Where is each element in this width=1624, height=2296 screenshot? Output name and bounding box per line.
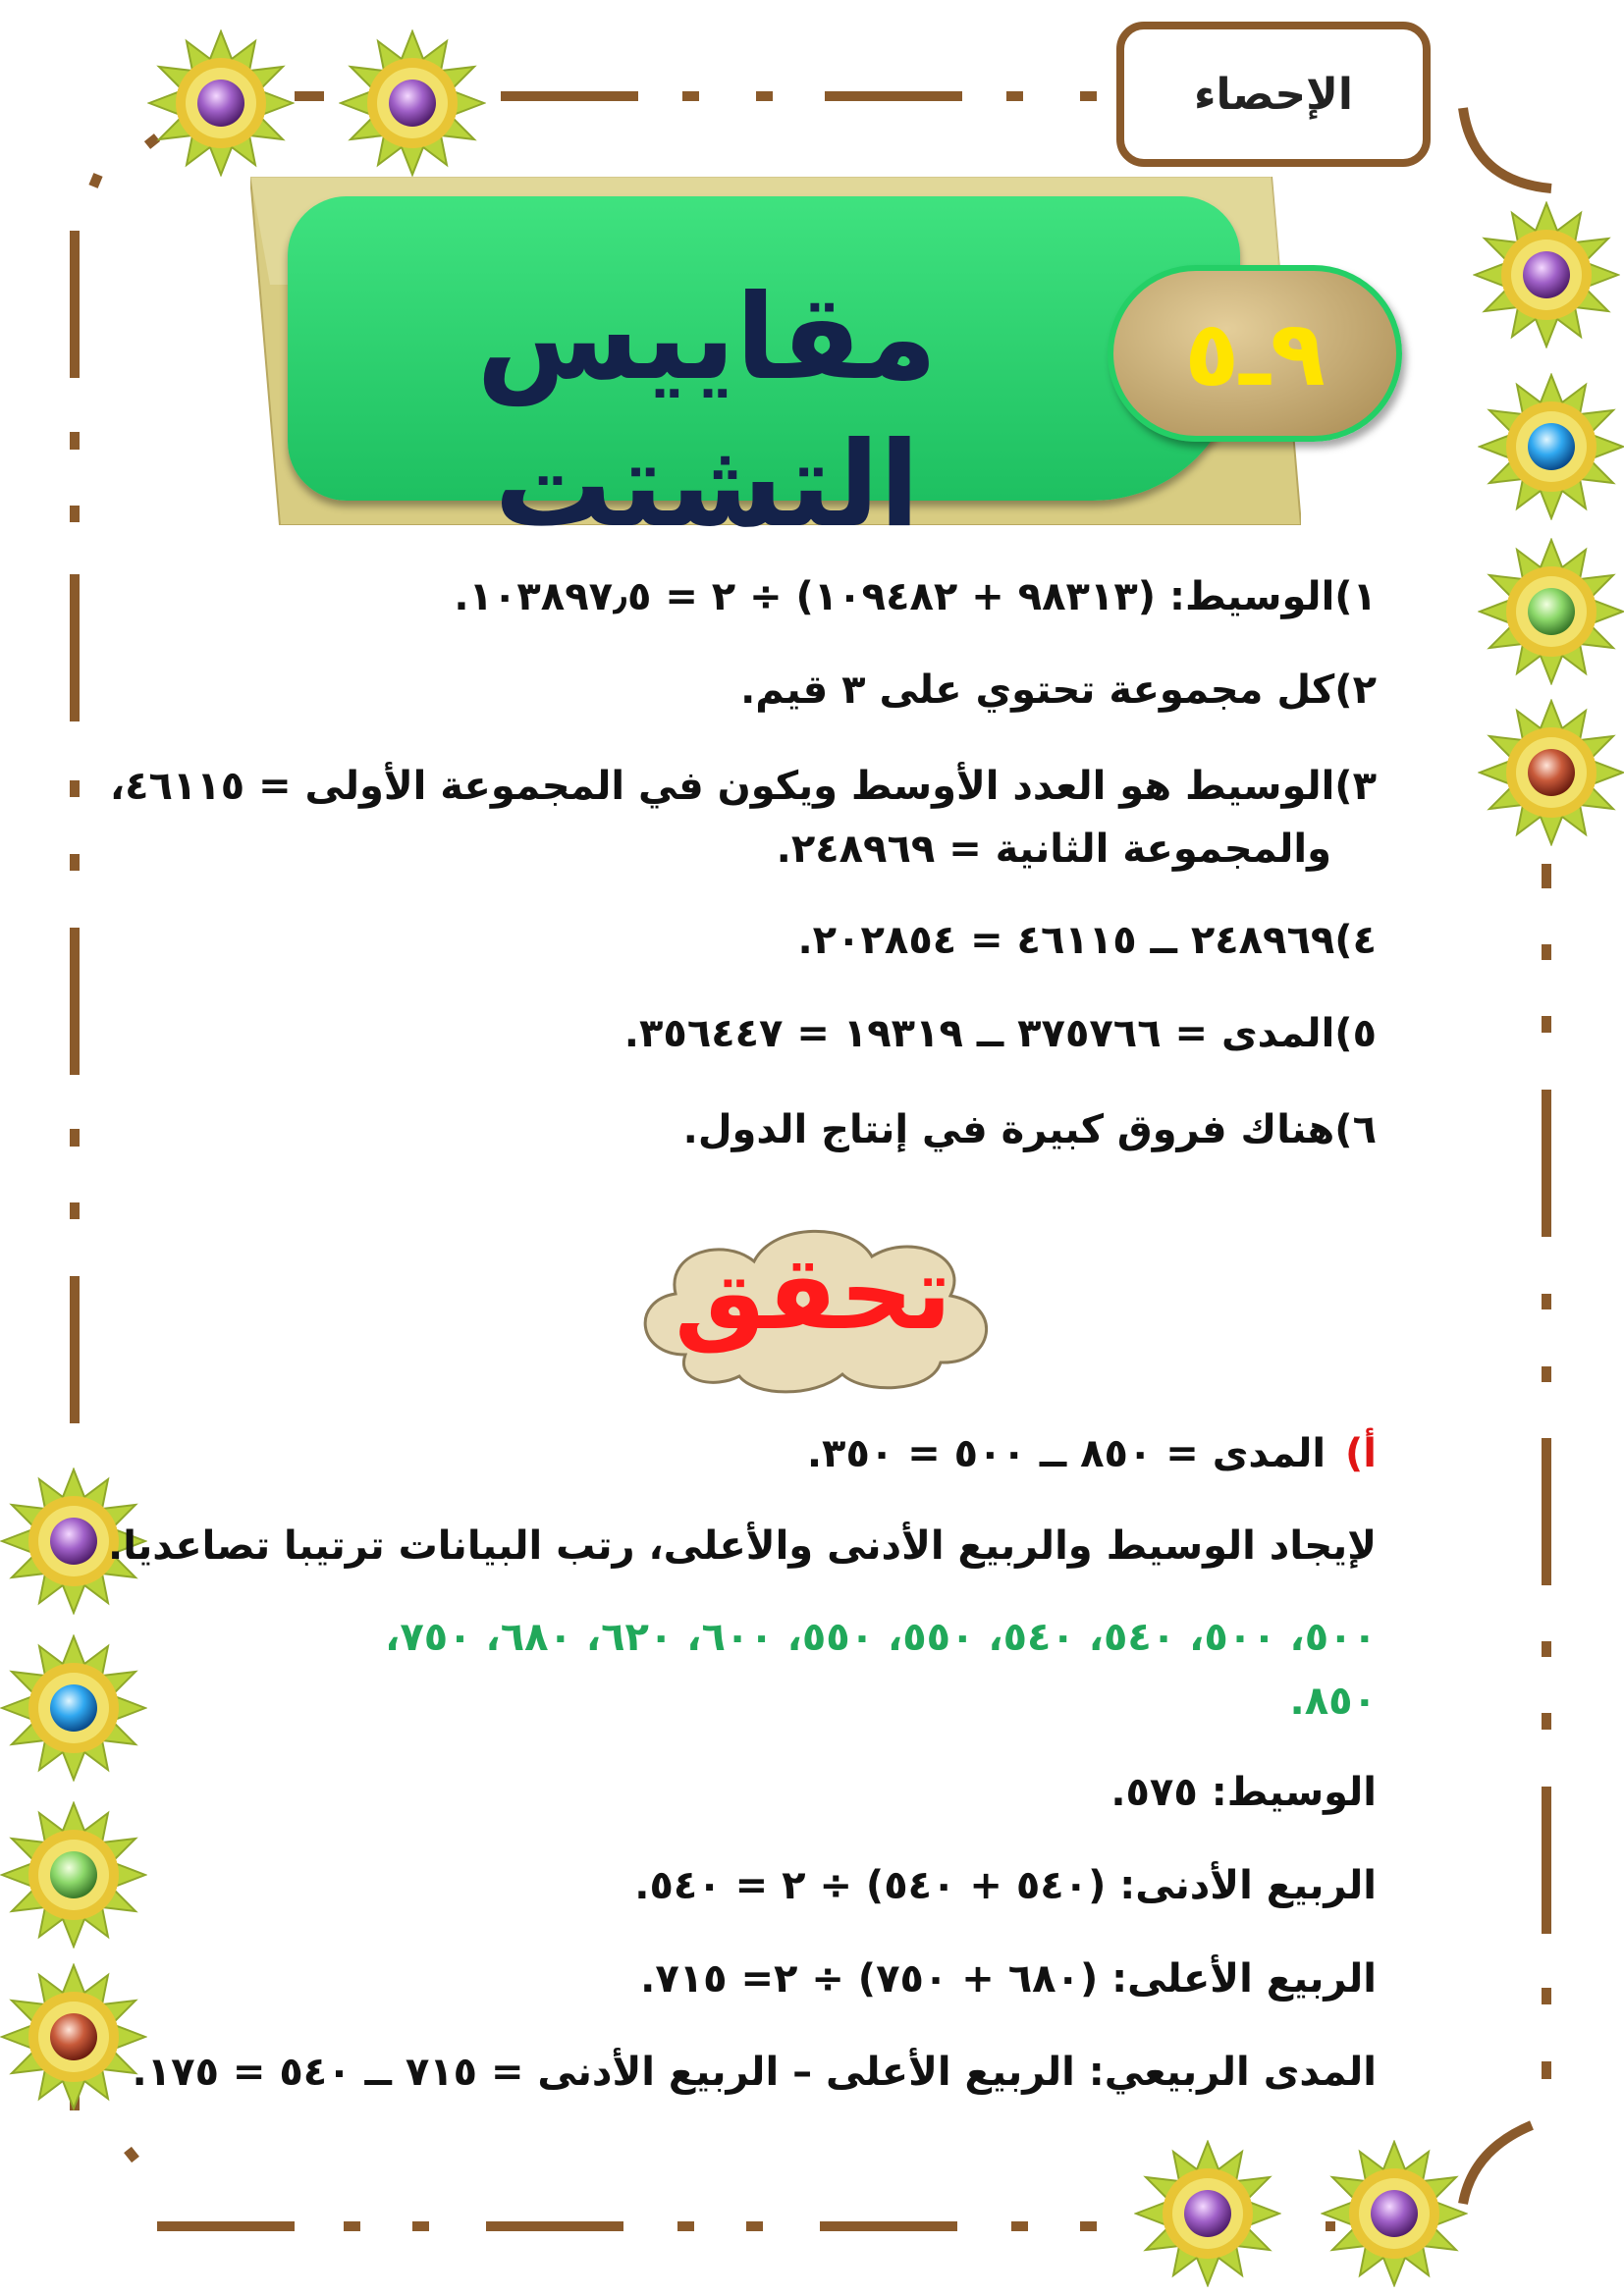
answer-item-3-continued [777,827,1331,872]
flower-green-icon [0,1801,147,1949]
answer-text: الوسيط: (٩٨٣١٣ + ١٠٩٤٨٢) ÷ ٢ = ١٠٣٨٩٧٫٥. [454,574,1335,619]
answer-number: ٦) [1334,1107,1377,1152]
median-line: الوسيط: ٥٧٥. [1110,1770,1377,1815]
flower-green-icon [1478,538,1624,685]
flower-purple-icon [339,29,486,177]
answer-number: ١) [1334,574,1377,619]
answer-text: والمجموعة الثانية = ٢٤٨٩٦٩. [776,827,1331,872]
answer-item-1 [454,574,1377,619]
sorted-data-line-1: ٥٠٠، ٥٠٠، ٥٤٠، ٥٤٠، ٥٥٠، ٥٥٠، ٦٠٠، ٦٢٠، ٦٨٠، ٧٥٠، [385,1615,1377,1660]
answer-item-2 [740,667,1377,713]
upper-quartile-line: الربيع الأعلى: (٦٨٠ + ٧٥٠) ÷ ٢= ٧١٥. [640,1956,1377,2002]
answer-text: كل مجموعة تحتوي على ٣ قيم. [740,667,1335,713]
answer-text: ٢٤٨٩٦٩ ــ ٤٦١١٥ = ٢٠٢٨٥٤. [797,918,1335,963]
flower-blue-icon [0,1634,147,1782]
answer-number: ٢) [1334,667,1377,713]
flower-red-icon [1478,699,1624,846]
answer-number: ٣) [1334,764,1377,809]
part-letter: أ) [1345,1431,1377,1476]
answer-text: هناك فروق كبيرة في إنتاج الدول. [682,1107,1335,1152]
subject-label: الإحصاء [1194,69,1353,120]
flower-purple-icon [1134,2140,1281,2287]
answer-item-4 [797,918,1377,963]
lesson-number: ٩ـ٥ [1184,300,1326,406]
sorted-data-line-2: ٨٥٠. [1289,1679,1377,1724]
range-text: المدى = ٨٥٠ ــ ٥٠٠ = ٣٥٠. [806,1431,1326,1476]
flower-blue-icon [1478,373,1624,520]
answer-item-3 [110,764,1377,809]
flower-red-icon [0,1963,147,2110]
flower-purple-icon [1321,2140,1468,2287]
check-range-line [807,1431,1377,1476]
flower-purple-icon [1473,201,1620,348]
answer-item-6 [683,1107,1377,1152]
check-instruction: لإيجاد الوسيط والربيع الأدنى والأعلى، رتب البيانات ترتيبا تصاعديا. [108,1523,1377,1569]
flower-purple-icon [147,29,295,177]
answer-number: ٤) [1334,918,1377,963]
check-label: تحقق [674,1233,952,1353]
subject-header [1116,22,1431,167]
answer-text: المدى = ٣٧٥٧٦٦ ــ ١٩٣١٩ = ٣٥٦٤٤٧. [623,1011,1335,1056]
lower-quartile-line: الربيع الأدنى: (٥٤٠ + ٥٤٠) ÷ ٢ = ٥٤٠. [634,1863,1377,1908]
lesson-number-badge [1108,265,1402,442]
lesson-title: مقاييس التشتت [476,270,938,554]
answer-text: الوسيط هو العدد الأوسط ويكون في المجموعة الأولى = ٤٦١١٥، [109,764,1335,809]
interquartile-range-line: المدى الربيعي: الربيع الأعلى – الربيع الأدنى = ٧١٥ ــ ٥٤٠ = ١٧٥. [132,2050,1377,2095]
answer-number: ٥) [1334,1011,1377,1056]
answer-item-5 [624,1011,1377,1056]
